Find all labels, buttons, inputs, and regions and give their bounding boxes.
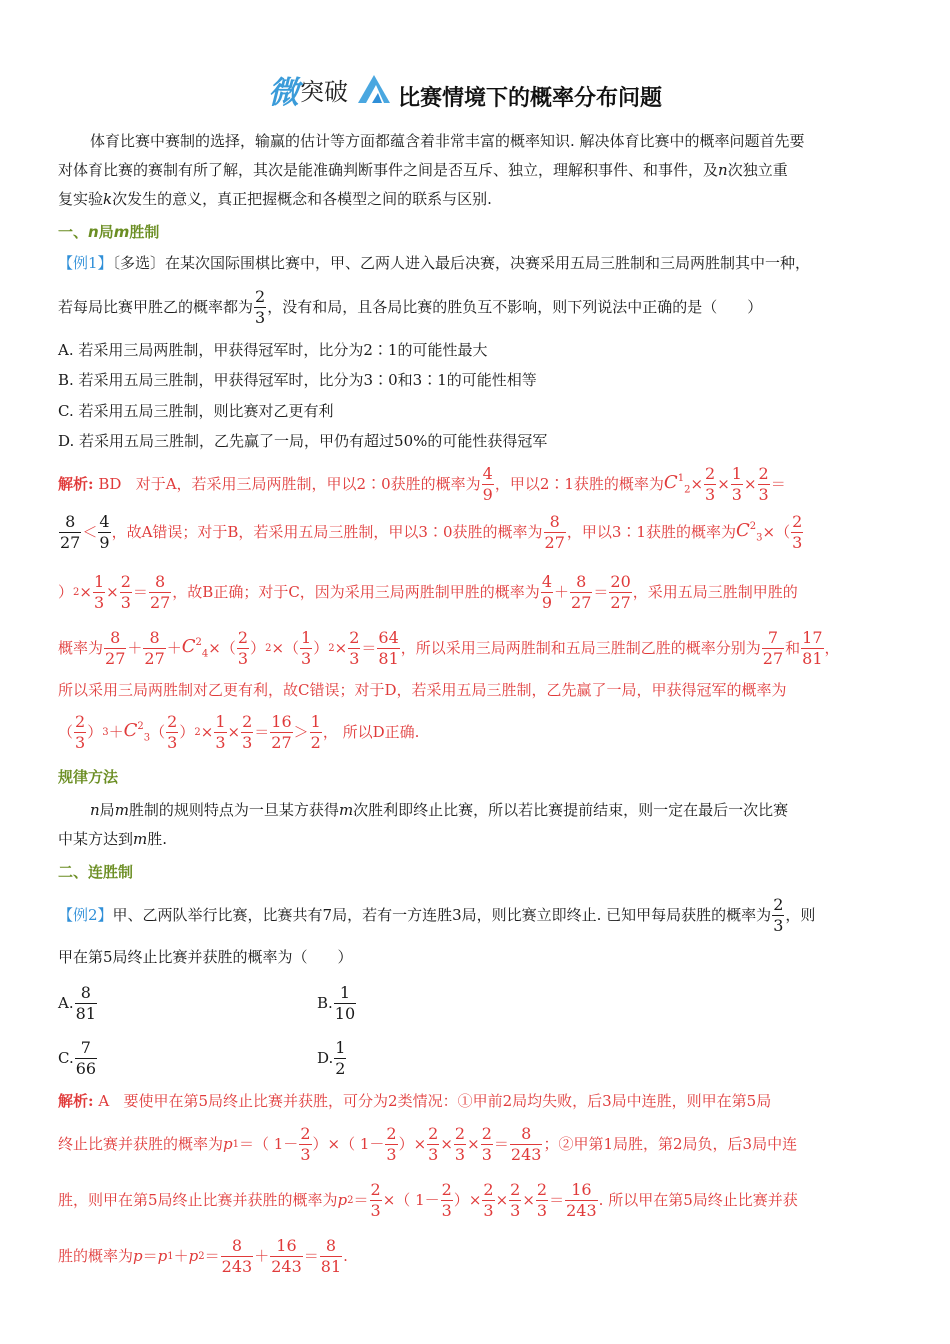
section-2-heading: 二、连胜制 — [58, 863, 134, 881]
example-1-question-line-1: 【例1】〔多选〕在某次国际围棋比赛中，甲、乙两人进入最后决赛，决赛采用五局三胜制和三局两胜制其中一种， — [58, 254, 811, 272]
method-line-1: n局m胜制的规则特点为一旦某方获得m次胜利即终止比赛，所以若比赛提前结束，则一定在最后一次比赛 — [90, 801, 789, 819]
method-line-2: 中某方达到m胜. — [58, 830, 168, 848]
logo-wei: 微 — [268, 74, 298, 111]
intro-line-3: 复实验k次发生的意义，真正把握概念和各模型之间的联系与区别. — [58, 190, 492, 208]
solution-2-line-1: 解析: A 要使甲在第5局终止比赛并获胜，可分为2类情况：①甲前2局均失败，后3局中连胜，则甲在第5局 — [58, 1092, 772, 1110]
intro-line-1: 体育比赛中赛制的选择，输赢的估计等方面都蕴含着非常丰富的概率知识. 解决体育比赛中的概率问题首先要 — [90, 132, 805, 150]
mountain-logo-icon — [354, 71, 394, 107]
example-2-question-line-1: 【例2】 甲、乙两队举行比赛，比赛共有7局，若有一方连胜3局，则比赛立即终止. 已知甲每局获胜的概率为 2 3 ，则 — [58, 894, 816, 935]
page-title: 比赛情境下的概率分布问题 — [398, 85, 663, 111]
example-1-option-a: A. 若采用三局两胜制，甲获得冠军时，比分为2∶1的可能性最大 — [58, 341, 488, 359]
solution-1-line-2: 8 27 ＜ 4 9 ，故A错误；对于B，若采用五局三胜制，甲以3∶0获胜的概率为 8 27 ，甲以3∶1获胜的概率为 $C^2_3$ ×（ 2 3 — [60, 511, 803, 552]
section-1-heading: 一、n局m胜制 — [58, 223, 160, 241]
method-heading: 规律方法 — [58, 768, 119, 786]
example-1-question-line-2: 若每局比赛甲胜乙的概率都为 2 3 ，没有和局，且各局比赛的胜负互不影响，则下列说法中正确的是（ ） — [58, 286, 763, 327]
solution-2-line-3: 胜，则甲在第5局终止比赛并获胜的概率为 p 2 ＝ 2 3 ×（ 1－ 2 3 ）× 2 3 × 2 3 × 2 3 ＝ 16 243 . 所以甲在第5局终止比赛并获 — [58, 1179, 798, 1220]
example-2-tag: 【例2】 — [58, 905, 113, 924]
example-1-option-c: C. 若采用五局三胜制，则比赛对乙更有利 — [58, 402, 334, 420]
example-2-option-c: C. 7 66 — [58, 1037, 97, 1078]
example-2-question-line-2: 甲在第5局终止比赛并获胜的概率为（ ） — [58, 948, 353, 966]
intro-line-2: 对体育比赛的赛制有所了解，其次是能准确判断事件之间是否互斥、独立，理解积事件、和事件，及n次独立重 — [58, 161, 788, 179]
example-1-option-b: B. 若采用五局三胜制，甲获得冠军时，比分为3∶0和3∶1的可能性相等 — [58, 371, 537, 389]
example-2-option-b: B. 1 10 — [317, 982, 356, 1023]
example-1-option-d: D. 若采用五局三胜制，乙先赢了一局，甲仍有超过50%的可能性获得冠军 — [58, 432, 548, 450]
example-2-option-d: D. 1 2 — [317, 1037, 346, 1078]
logo-tupo: 突破 — [300, 77, 348, 106]
title-row — [268, 66, 662, 112]
example-2-option-a: A. 8 81 — [58, 982, 96, 1023]
solution-2-line-4: 胜的概率为 p ＝ p 1 ＋ p 2 ＝ 8 243 ＋ 16 243 ＝ 8 81 . — [58, 1235, 348, 1276]
solution-1-line-5: 所以采用三局两胜制对乙更有利，故C错误；对于D，若采用五局三胜制，乙先赢了一局，甲获得冠军的概率为 — [58, 681, 787, 699]
example-1-tag: 【例1】 — [58, 254, 113, 272]
solution-1-line-6: （ 2 3 ） 3 ＋ $C^2_3$ （ 2 3 ） 2 × 1 3 × 2 3 ＝ 16 27 ＞ 1 2 ， 所以D正确. — [58, 711, 420, 752]
solution-2-line-2: 终止比赛并获胜的概率为 p 1 ＝（ 1－ 2 3 ）×（ 1－ 2 3 ）× 2 3 × 2 3 × 2 3 ＝ 8 243 ；②甲第1局胜，第2局负，后3局中连 — [58, 1123, 798, 1164]
solution-1-line-1: 解析: BD 对于A，若采用三局两胜制，甲以2∶0获胜的概率为 4 9 ，甲以2∶1获胜的概率为 $C^1_2$ × 2 3 × 1 3 × 2 3 ＝ — [58, 463, 786, 504]
solution-1-line-4: 概率为 8 27 ＋ 8 27 ＋ $C^2_4$ ×（ 2 3 ） 2 ×（ 1 3 ） 2 × 2 3 ＝ 64 81 ，所以采用三局两胜制和五局三胜制乙胜的概率分别为 7 27 和 17 81 ， — [58, 627, 840, 668]
solution-1-line-3: ） 2 × 1 3 × 2 3 ＝ 8 27 ，故B正确；对于C，因为采用三局两胜制甲胜的概率为 4 9 ＋ 8 27 ＝ 20 27 ，采用五局三胜制甲胜的 — [58, 571, 798, 612]
